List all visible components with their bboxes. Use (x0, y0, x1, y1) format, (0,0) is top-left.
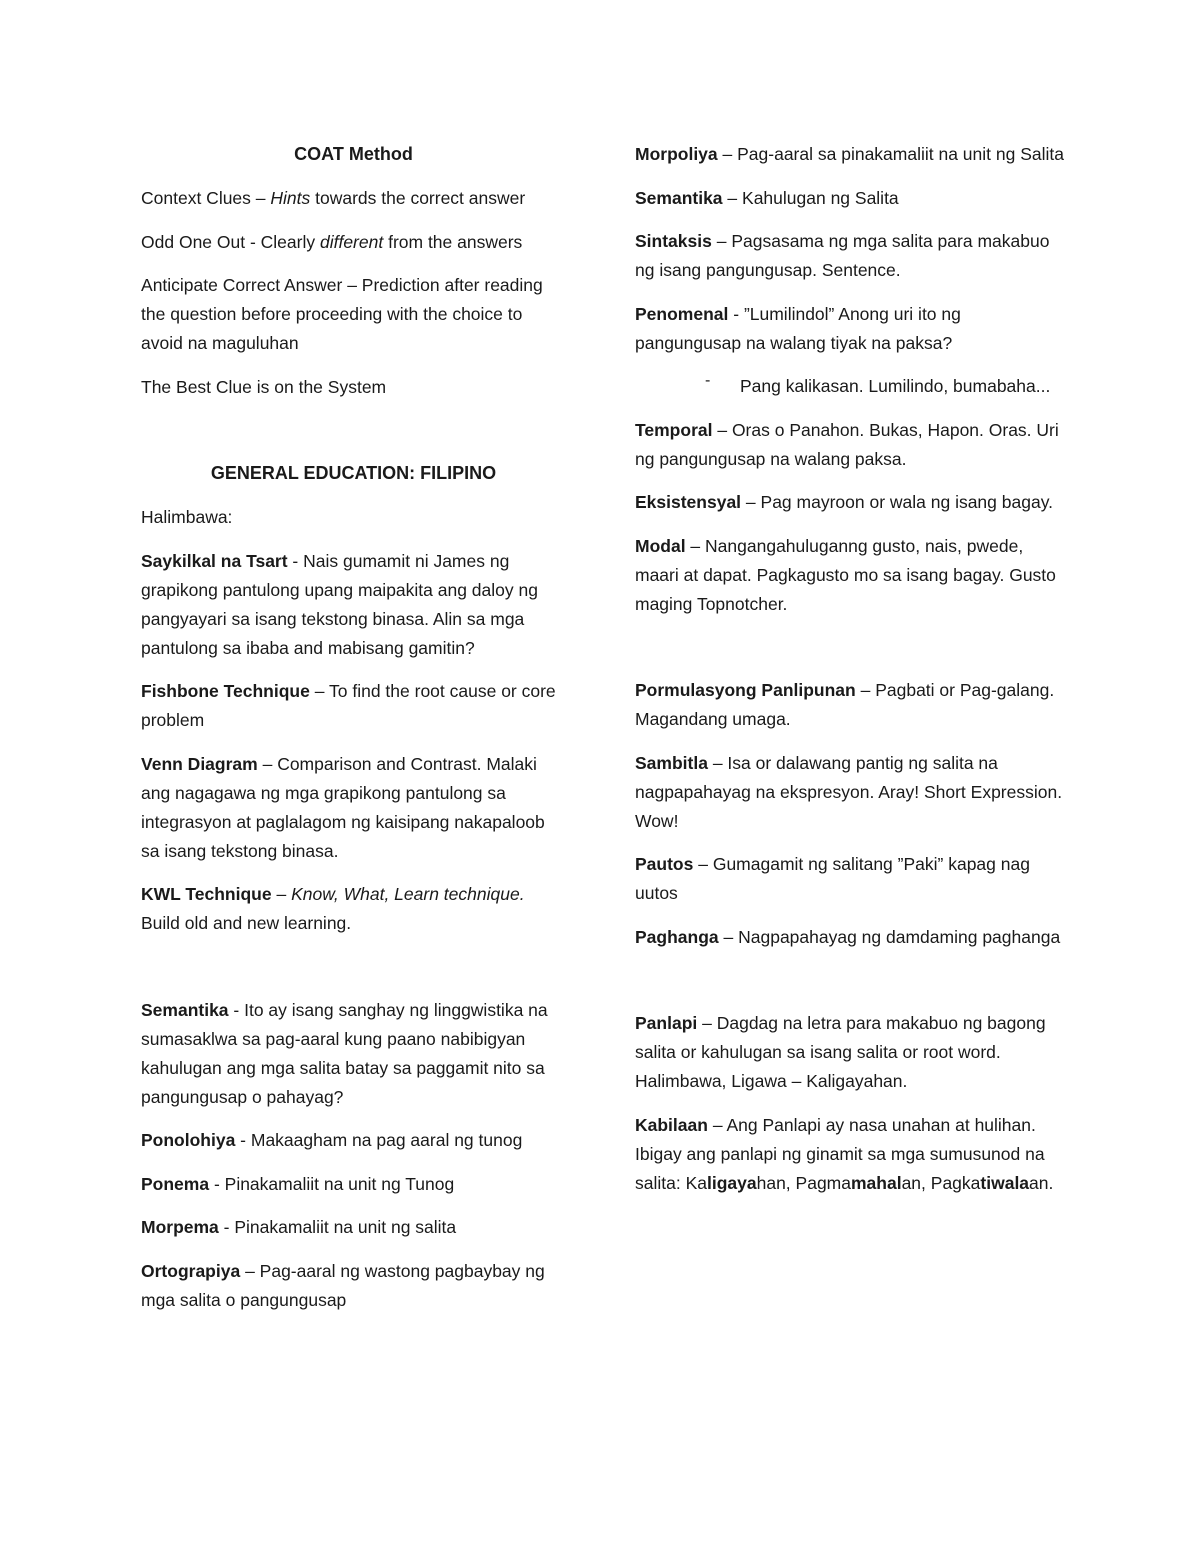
term-semantika-def: Semantika - Ito ay isang sanghay ng linggwistika na sumasaklwa sa pag-aaral kung paano nabibigyan kahulugan ang mga salita batay sa paggamit nito sa pangungusap o pahayag? (141, 999, 548, 1107)
coat-initial: A (141, 275, 153, 295)
term-ortograpiya: Ortograpiya – Pag-aaral ng wastong pagbaybay ng mga salita o pangungusap (141, 1260, 545, 1310)
term-kwl: KWL Technique – Know, What, Learn technique. Build old and new learning. (141, 884, 525, 933)
bullet-item (635, 372, 1065, 401)
term-pautos: Pautos – Gumagamit ng salitang ”Paki” kapag nag uutos (635, 854, 1030, 903)
term-saykilkal: Saykilkal na Tsart - Nais gumamit ni James ng grapikong pantulong upang maipakita ang daloy ng pangyayari sa isang tekstong binasa. Alin sa mga pantulong sa ibaba and mabisang gamitin? (141, 550, 538, 658)
term-ponema: Ponema - Pinakamaliit na unit ng Tunog (141, 1173, 455, 1194)
right-column (635, 140, 1065, 1212)
term-sambitla: Sambitla – Isa or dalawang pantig ng salita na nagpapahayag na ekspresyon. Aray! Short Expression. Wow! (635, 752, 1063, 831)
left-column (141, 140, 566, 1329)
term-fishbone: Fishbone Technique – To find the root cause or core problem (141, 681, 556, 730)
coat-item-anticipate: Anticipate Correct Answer – Prediction after reading the question before proceeding with the choice to avoid na maguluhan (141, 275, 543, 353)
term-sintaksis: Sintaksis – Pagsasama ng mga salita para makabuo ng isang pangungusap. Sentence. (635, 231, 1050, 280)
term-temporal: Temporal – Oras o Panahon. Bukas, Hapon. Oras. Uri ng pangungusap na walang paksa. (635, 419, 1059, 469)
term-eksistensyal: Eksistensyal – Pag mayroon or wala ng isang bagay. (635, 492, 1054, 512)
term-penomenal: Penomenal - ”Lumilindol” Anong uri ito ng pangungusap na walang tiyak na paksa? (635, 303, 961, 353)
coat-initial: O (141, 231, 155, 252)
general-education-title: GENERAL EDUCATION: FILIPINO (210, 463, 497, 483)
coat-initial: C (141, 188, 154, 208)
coat-item-odd-one-out: Odd One Out - Clearly different from the answers (141, 231, 523, 252)
term-morpoliya: Morpoliya – Pag-aaral sa pinakamaliit na unit ng Salita (635, 144, 1064, 164)
term-pormulasyong-panlipunan: Pormulasyong Panlipunan – Pagbati or Pag-galang. Magandang umaga. (635, 680, 1055, 729)
bullet-text: Pang kalikasan. Lumilindo, bumabaha... (740, 376, 1051, 396)
term-paghanga: Paghanga – Nagpapahayag ng damdaming paghanga (635, 926, 1061, 947)
spacer (141, 953, 566, 996)
coat-initial: T (141, 376, 152, 397)
term-modal: Modal – Nangangahuluganng gusto, nais, pwede, maari at dapat. Pagkagusto mo sa isang bagay. Gusto maging Topnotcher. (635, 535, 1056, 614)
halimbawa-label: Halimbawa: (141, 507, 233, 527)
term-venn-diagram: Venn Diagram – Comparison and Contrast. Malaki ang nagagawa ng mga grapikong pantulong sa integrasyon at paglalagom ng kaisipang nakapaloob sa isang tekstong binasa. (141, 753, 545, 861)
coat-item-context-clues: Context Clues – Hints towards the correct answer (141, 188, 526, 208)
term-morpema: Morpema - Pinakamaliit na unit ng salita (141, 1217, 457, 1237)
coat-method-title: COAT Method (294, 144, 413, 164)
coat-item-best-clue: The Best Clue is on the System (141, 376, 387, 397)
term-semantika: Semantika – Kahulugan ng Salita (635, 187, 899, 208)
term-kabilaan: Kabilaan – Ang Panlapi ay nasa unahan at hulihan. Ibigay ang panlapi ng ginamit sa mga sumusunod na salita: Kaligayahan, Pagmamahalan, Pagkatiwalaan. (635, 1114, 1054, 1193)
spacer (635, 966, 1065, 1009)
bullet-dash: - (705, 372, 711, 389)
spacer (635, 633, 1065, 676)
term-ponolohiya: Ponolohiya - Makaagham na pag aaral ng tunog (141, 1130, 523, 1150)
spacer (141, 416, 566, 459)
term-panlapi: Panlapi – Dagdag na letra para makabuo ng bagong salita or kahulugan sa isang salita or root word. Halimbawa, Ligawa – Kaligayahan. (635, 1013, 1046, 1091)
